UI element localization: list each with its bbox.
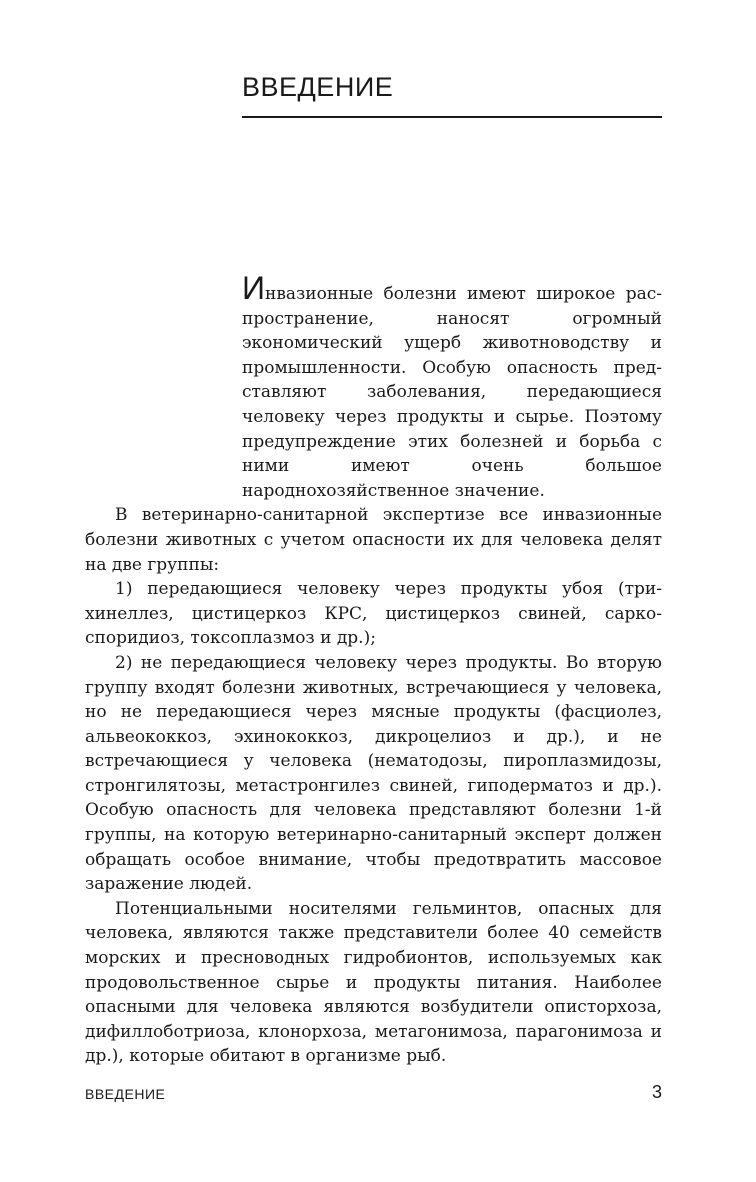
page-number: 3 — [651, 1082, 662, 1102]
body-text — [85, 270, 662, 1069]
title-rule — [242, 116, 662, 118]
paragraph-3: 1) передающиеся человеку через продукты убоя (трихинеллез, цистицеркоз КРС, цистицеркоз свиней, саркоспоридиоз, токсоплазмоз и др.); — [85, 579, 662, 649]
drop-cap: И — [242, 270, 265, 306]
paragraph-1-text: нвазионные болезни имеют широкое распространение, наносят огромный экономический ущерб животноводству и промышленности. Особую опасность представляют заболевания, передающиеся человеку через продукты и сырье. Поэтому предупреждение этих болезней и борьба с ними имеют очень большое народнохозяйственное значение. — [242, 284, 662, 501]
running-head: ВВЕДЕНИЕ — [85, 1086, 166, 1102]
chapter-title: ВВЕДЕНИЕ — [242, 72, 394, 102]
paragraph-5: Потенциальными носителями гельминтов, опасных для человека, являются также представители более 40 семейств морских и пресноводных гидробионтов, используемых как продовольственное сырье и продукты питания. Наиболее опасными для человека являются возбудители описторхоза, дифиллоботриоза, клонорхоза, метагонимоза, парагонимоза и др.), которые обитают в организме рыб. — [85, 898, 662, 1067]
paragraph-1 — [85, 270, 662, 503]
paragraph-4: 2) не передающиеся человеку через продукты. Во вторую группу входят болезни животных, встречающиеся у человека, но не передающиеся через мясные продукты (фасциолез, альвеококкоз, эхинококкоз, дикроцелиоз и др.), и не встречающиеся у человека (нематодозы, пироплазмидозы, стронгилятозы, метастронгилез свиней, гиподерматоз и др.). Особую опасность для человека представляют болезни 1-й группы, на которую ветеринарно-санитарный эксперт должен обращать особое внимание, чтобы предотвратить массовое заражение людей. — [85, 652, 662, 895]
paragraph-2: В ветеринарно-санитарной экспертизе все инвазионные болезни животных с учетом опасности их для человека делят на две группы: — [85, 505, 662, 575]
